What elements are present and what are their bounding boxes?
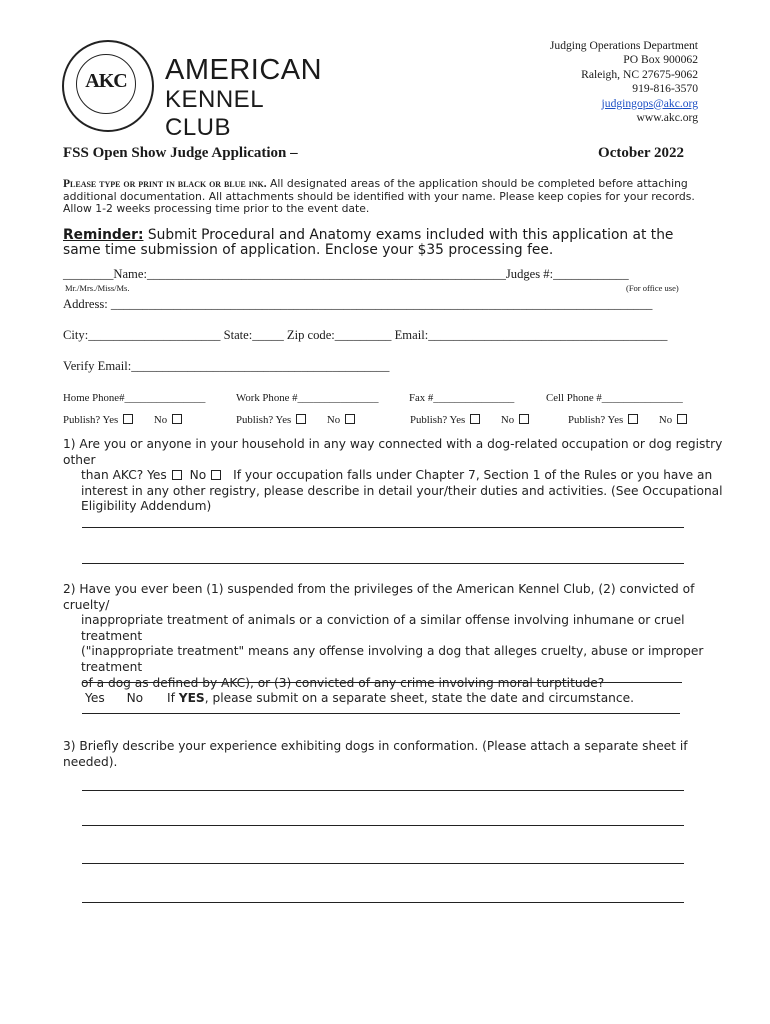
q1-answer-line-1[interactable] [82,527,684,528]
reminder [63,228,713,257]
q2-no-option[interactable]: No [126,691,144,706]
verify-email-field[interactable]: Verify Email:_________________________________________ [63,359,390,373]
contact-phone: 919-816-3570 [632,82,698,96]
fax-publish-no-checkbox[interactable] [519,414,529,424]
home-phone-field[interactable]: Home Phone#_______________ [63,392,206,404]
q2-yes-option[interactable]: Yes [85,691,105,706]
akc-logo [62,40,323,141]
question-1: 1) Are you or anyone in your household in any way connected with a dog-related occupation or dog registry other than AKC? Yes No If your occupation falls under Chapter 7, Section 1 of the Rules or you have an interest in any other registry, please describe in detail your/their duties and activities. (See Occupational Eligibility Addendum) [63,437,723,514]
cell-phone-field[interactable]: Cell Phone #_______________ [546,392,683,404]
cell-publish-yes-checkbox[interactable] [628,414,638,424]
q2-answer-line-1[interactable] [82,682,682,683]
q1-no-checkbox[interactable] [211,470,221,480]
q3-answer-line-2[interactable] [82,825,684,826]
page-title: FSS Open Show Judge Application – [63,145,298,161]
q3-answer-line-3[interactable] [82,863,684,864]
fax-field[interactable]: Fax #_______________ [409,392,515,404]
question-2: 2) Have you ever been (1) suspended from the privileges of the American Kennel Club, (2) convicted of cruelty/ inappropriate treatment of animals or a conviction of a similar offense involving inhumane or cruel treatment ("inappropriate treatment" means any offense involving a dog that alleges cruelty, abuse or improper treatment of a dog as defined by AKC), or (3) convicted of any crime involving moral turptitude? Yes No If YES, please submit on a separate sheet, state the date and circumstance. [63,582,704,706]
work-phone-field[interactable]: Work Phone #_______________ [236,392,379,404]
city-state-zip-email-row[interactable]: City:_____________________ State:_____ Zip code:_________ Email:______________________________________ [63,328,668,342]
logo-american: AMERICAN [165,54,323,86]
instructions-text: All designated areas of the application should be completed before attaching additional documentation. All attachments should be identified with your name. Please keep copies for your records. Allow 1-2 weeks processing time prior to the event date. [63,177,695,216]
home-publish-yes-checkbox[interactable] [123,414,133,424]
seal-letters: AKC [85,70,127,92]
q3-answer-line-4[interactable] [82,902,684,903]
address-field[interactable]: Address: ______________________________________________________________________________________ [63,297,653,311]
fax-publish: Publish? Yes No [410,414,529,426]
name-title-hint: Mr./Mrs./Miss/Ms. [65,283,130,293]
question-3: 3) Briefly describe your experience exhibiting dogs in conformation. (Please attach a separate sheet if needed). [63,739,688,769]
name-field[interactable]: ________Name:_________________________________________________________Judges #:____________ [63,267,629,281]
contact-po-box: PO Box 900062 [623,53,698,67]
home-publish: Publish? Yes No [63,414,182,426]
contact-email-link[interactable]: judgingops@akc.org [601,96,698,110]
contact-block [550,39,698,125]
cell-publish-no-checkbox[interactable] [677,414,687,424]
work-publish: Publish? Yes No [236,414,355,426]
reminder-label: Reminder: [63,227,144,243]
contact-city: Raleigh, NC 27675-9062 [581,67,698,81]
instructions-caps: Please type or print in black or blue ink. [63,178,267,190]
contact-dept: Judging Operations Department [549,39,698,52]
q3-answer-line-1[interactable] [82,790,684,791]
office-use-hint: (For office use) [626,283,679,293]
form-date: October 2022 [598,145,684,161]
fax-publish-yes-checkbox[interactable] [470,414,480,424]
work-publish-no-checkbox[interactable] [345,414,355,424]
q1-yes-checkbox[interactable] [172,470,182,480]
contact-web: www.akc.org [636,111,698,125]
work-publish-yes-checkbox[interactable] [296,414,306,424]
q1-answer-line-2[interactable] [82,563,684,564]
instructions [63,178,708,216]
q2-answer-line-2[interactable] [82,713,680,714]
logo-kennel-club: KENNEL CLUB [165,86,264,141]
reminder-text: Submit Procedural and Anatomy exams included with this application at the same time submission of application. Enclose your $35 processing fee. [63,227,674,258]
home-publish-no-checkbox[interactable] [172,414,182,424]
cell-publish: Publish? Yes No [568,414,687,426]
